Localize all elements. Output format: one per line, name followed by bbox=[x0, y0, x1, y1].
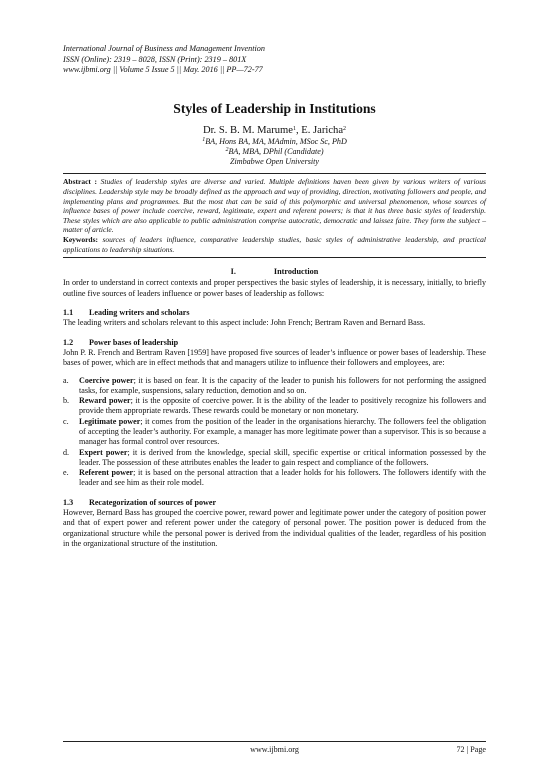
subsection-heading bbox=[63, 498, 486, 508]
author-line bbox=[63, 125, 486, 137]
list-text: ; it is the opposite of coercive power. It is the ability of the leader to positively recognize his followers and provide them appropriate rewards. These rewards could be monetary or non monetary. bbox=[79, 396, 486, 416]
list-term: Referent power bbox=[79, 468, 134, 478]
list-text: ; it comes from the position of the leader in the organisations hierarchy. The followers feel the obligation of accepting the leader’s authority. For example, a manager has more legitimate power than a supervisor. This is so because a manager has formal control over resources. bbox=[79, 416, 486, 447]
list-term: Expert power bbox=[79, 447, 128, 457]
section-title: Introduction bbox=[273, 267, 319, 277]
subsection-title: Leading writers and scholars bbox=[89, 308, 190, 318]
journal-volume[interactable]: www.ijbmi.org || Volume 5 Issue 5 || May. 2016 || PP—72-77 bbox=[63, 65, 263, 75]
paper-page bbox=[63, 44, 486, 549]
footer-page-number: 72 | Page bbox=[456, 745, 486, 754]
journal-name: International Journal of Business and Management Invention bbox=[63, 44, 265, 53]
section-heading bbox=[63, 267, 486, 277]
author-2: E. Jaricha bbox=[301, 124, 344, 136]
list-term: Legitimate power bbox=[79, 416, 141, 426]
abstract-label: Abstract : bbox=[63, 177, 98, 187]
list-item bbox=[63, 468, 486, 489]
subsection-heading bbox=[63, 338, 486, 348]
list-term: Coercive power bbox=[79, 375, 134, 385]
section-number: I. bbox=[230, 267, 236, 277]
list-letter: e. bbox=[63, 468, 69, 478]
aff-1-sup: 1 bbox=[202, 136, 206, 143]
author-1: Dr. S. B. M. Marume bbox=[202, 124, 293, 136]
subsection-paragraph: However, Bernard Bass has grouped the coercive power, reward power and legitimate power under the category of position power and that of expert power and referent power under the category of personal power. The position power is deduced from the organizational structure while the personal power is derived from the individual qualities of the leader, regardless of his position in the organizational structure of the institution. bbox=[63, 508, 486, 548]
subsection-number: 1.2 bbox=[63, 337, 74, 347]
list-letter: b. bbox=[63, 396, 70, 406]
author-2-sup: 2 bbox=[343, 125, 347, 132]
subsection-title: Recategorization of sources of power bbox=[89, 497, 217, 507]
list-text: ; it is based on fear. It is the capacity of the leader to punish his followers for not performing the assigned tasks, for example, suspensions, salary reduction, demotion and so on. bbox=[79, 375, 487, 395]
subsection-number: 1.1 bbox=[63, 308, 74, 318]
affiliation-2 bbox=[63, 147, 486, 157]
subsection-paragraph: John P. R. French and Bertram Raven [1959] have proposed five sources of leader’s influence or power bases of leadership. These bases of power, which are in effect methods that and managers utilize to influence their followers and employees, are: bbox=[63, 347, 486, 368]
footer-site[interactable]: www.ijbmi.org bbox=[250, 745, 299, 754]
affiliation-1 bbox=[63, 137, 486, 147]
subsection-title: Power bases of leadership bbox=[89, 337, 179, 347]
abstract-text: Studies of leadership styles are diverse and varied. Multiple definitions haven been given by various writers of various disciplines. Leadership style may be broadly defined as the approach and way of providing, direction, motivating followers and people, and implementing plans and programmes. But the most that can be said of this polymorphic and universal phenomenon, whose sources of influence bases of power include coercive, reward, legitimate, expert and referent powers; is that it has three basic styles of leadership. These styles which are also applicable to public administration comprise autocratic, democratic and laissez faire. They form the subject – matter of article. bbox=[63, 177, 486, 235]
intro-paragraph: In order to understand in correct contexts and proper perspectives the basic styles of leadership, it is necessary, initially, to briefly outline five sources of leaders influence or power bases of leadership as follows: bbox=[63, 278, 486, 298]
list-item bbox=[63, 417, 486, 448]
list-text: ; it is based on the personal attraction that a leader holds for his followers. The followers identify with the leader and see him as their role model. bbox=[79, 468, 486, 488]
abstract-block bbox=[63, 173, 486, 258]
page-footer bbox=[63, 741, 486, 754]
list-text: ; it is derived from the knowledge, special skill, specific expertise or critical information possessed by the leader. The possession of these attributes enables the leader to gain respect and compliance of the followers. bbox=[79, 447, 487, 467]
keywords-label: Keywords: bbox=[63, 234, 98, 244]
footer-rule bbox=[63, 741, 486, 742]
subsection-paragraph: The leading writers and scholars relevant to this aspect include: John French; Bertram Raven and Bernard Bass. bbox=[63, 318, 426, 328]
list-letter: d. bbox=[63, 447, 70, 457]
list-term: Reward power bbox=[79, 396, 131, 406]
journal-issn: ISSN (Online): 2319 – 8028, ISSN (Print): 2319 – 801X bbox=[63, 54, 247, 64]
list-item bbox=[63, 396, 486, 417]
aff-1-text: BA, Hons BA, MA, MAdmin, MSoc Sc, PhD bbox=[205, 136, 347, 146]
subsection-number: 1.3 bbox=[63, 497, 74, 507]
author-separator: , bbox=[295, 124, 302, 136]
paper-title: Styles of Leadership in Institutions bbox=[173, 100, 376, 116]
author-1-sup: 1 bbox=[292, 125, 296, 132]
keywords-text: sources of leaders influence, comparative leadership studies, basic styles of administrative leadership, and practical applications to leadership situations. bbox=[63, 234, 486, 254]
aff-2-text: BA, MBA, DPhil (Candidate) bbox=[228, 146, 324, 156]
list-item bbox=[63, 448, 486, 469]
power-bases-list bbox=[63, 376, 486, 489]
aff-2-sup: 2 bbox=[225, 146, 229, 153]
list-letter: c. bbox=[63, 416, 69, 426]
journal-header bbox=[63, 44, 486, 76]
subsection-heading bbox=[63, 308, 486, 318]
list-item bbox=[63, 376, 486, 397]
institution: Zimbabwe Open University bbox=[229, 157, 320, 167]
list-letter: a. bbox=[63, 375, 69, 385]
